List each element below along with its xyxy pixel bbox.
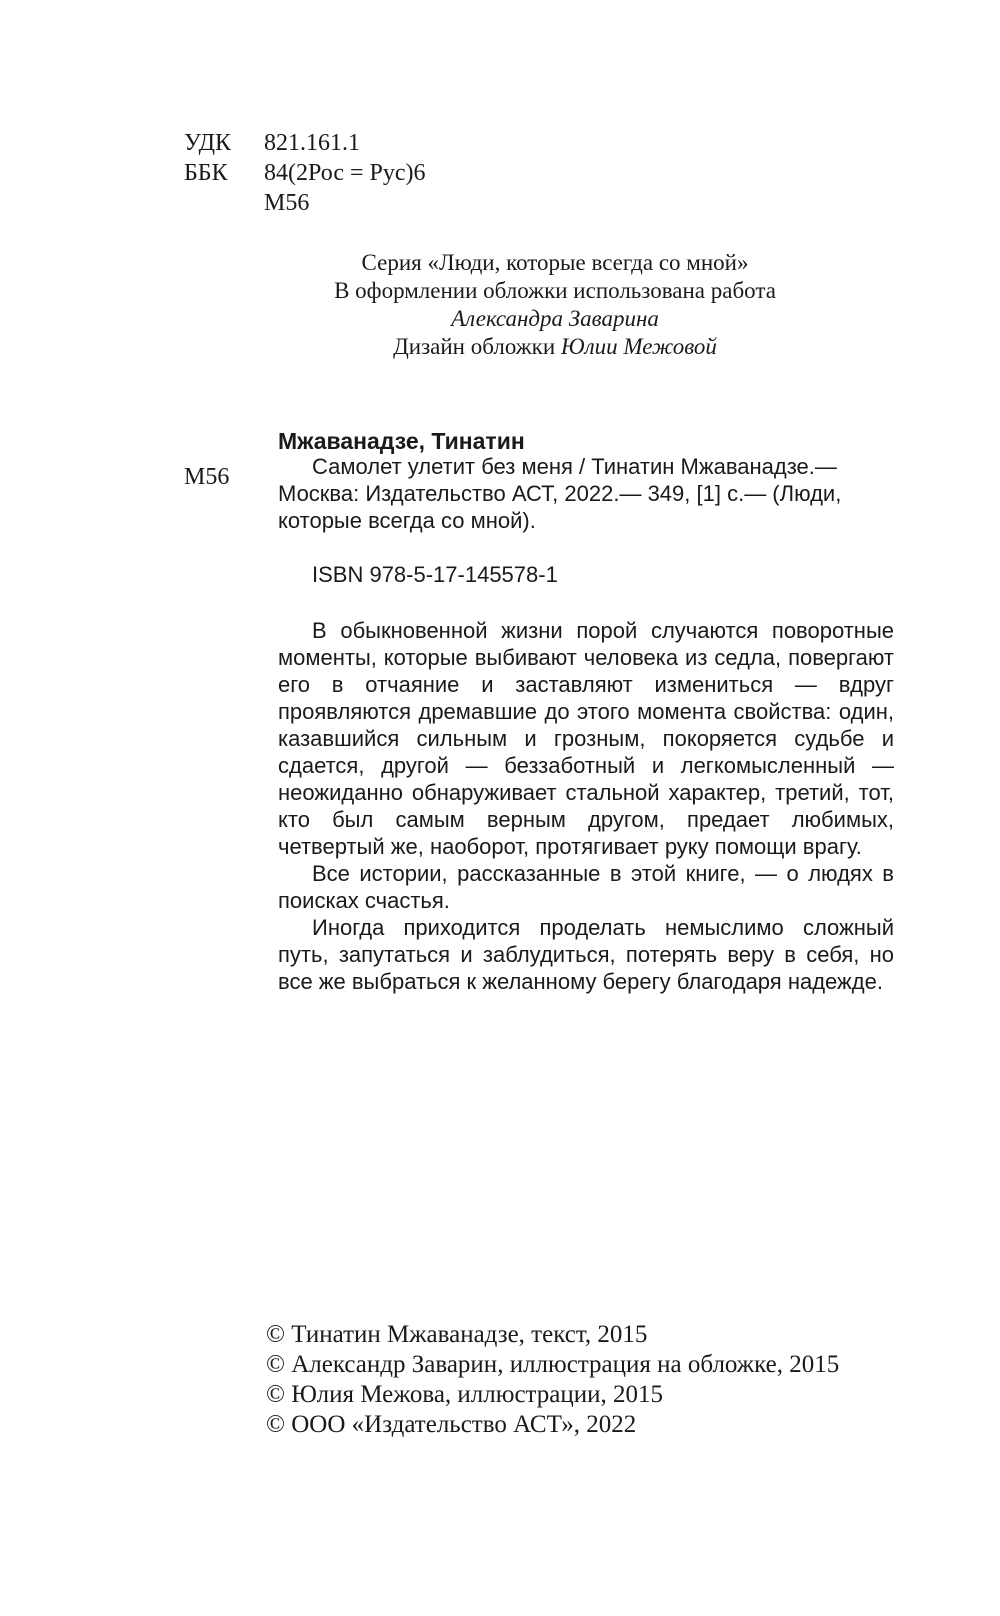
series-title: Серия «Люди, которые всегда со мной»	[361, 250, 749, 275]
udk-label: УДК	[184, 130, 231, 156]
bbk-row	[184, 158, 426, 188]
copyright-line: © Юлия Межова, иллюстрации, 2015	[266, 1381, 663, 1408]
isbn: ISBN 978-5-17-145578-1	[312, 562, 558, 587]
copyright-block	[266, 1320, 839, 1440]
annotation	[278, 617, 894, 995]
copyright-line: © Александр Заварин, иллюстрация на обложке, 2015	[266, 1351, 840, 1378]
copyright-line: © ООО «Издательство АСТ», 2022	[266, 1411, 637, 1438]
catalog-description	[278, 453, 894, 534]
author-mark: М56	[264, 190, 310, 216]
annotation-paragraph-1: В обыкновенной жизни порой случаются поворотные моменты, которые выбивают человека из седла, повергают его в отчаяние и заставляют измениться — вдруг проявляются дремавшие до этого момента свойства: один, казавшийся сильным и грозным, покоряется судьбе и сдается, другой — беззаботный и легкомысленный — неожиданно обнаруживает стальной характер, третий, тот, кто был самым верным другом, предает любимых, четвертый же, наоборот, протягивает руку помощи врагу.	[278, 618, 894, 859]
cover-work-note: В оформлении обложки использована работа	[334, 278, 776, 303]
udk-row	[184, 128, 426, 158]
bbk-label: ББК	[184, 160, 228, 186]
cover-design-line	[250, 333, 860, 361]
copyright-line: © Тинатин Мжаванадзе, текст, 2015	[266, 1321, 648, 1348]
catalog-author: Мжаванадзе, Тинатин	[278, 428, 525, 454]
annotation-paragraph-2: Все истории, рассказанные в этой книге, — о людях в поисках счастья.	[278, 861, 894, 913]
cover-artist: Александра Заварина	[451, 306, 659, 331]
udk-code: 821.161.1	[264, 130, 360, 156]
design-label: Дизайн обложки	[393, 334, 561, 359]
annotation-paragraph-3: Иногда приходится проделать немыслимо сложный путь, запутаться и заблудиться, потерять веру в себя, но все же выбраться к желанному берегу благодаря надежде.	[278, 915, 894, 994]
classification-block	[184, 128, 426, 218]
designer-name: Юлии Межовой	[560, 334, 717, 359]
catalog-description-text: Самолет улетит без меня / Тинатин Мжаванадзе.— Москва: Издательство АСТ, 2022.— 349, [1] с.— (Люди, которые всегда со мной).	[278, 454, 842, 533]
series-info	[250, 249, 860, 361]
catalog-mark: М56	[184, 464, 230, 490]
bbk-code: 84(2Рос = Рус)6	[264, 160, 426, 186]
